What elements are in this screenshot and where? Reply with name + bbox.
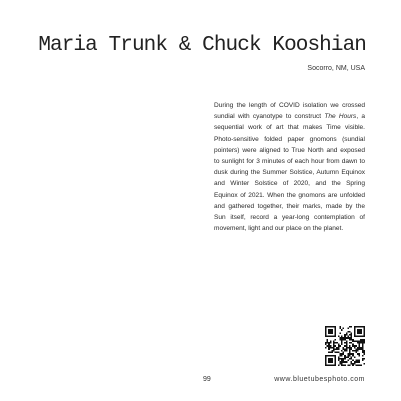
artist-statement [214,100,365,234]
statement-intro: During the length of COVID isolation we crossed sundial with cyanotype to construct [214,102,365,121]
page-title: Maria Trunk & Chuck Kooshian [38,34,366,57]
website-url: www.bluetubesphoto.com [274,376,365,383]
work-title: The Hours [324,113,357,121]
qr-code-icon [325,326,365,366]
page-number: 99 [203,376,211,383]
artist-location: Socorro, NM, USA [307,65,365,72]
statement-rest: , a sequential work of art that makes Time visible. Photo-sensitive folded paper gnomons (sundial pointers) were aligned to True North and exposed to sunlight for 3 minutes of each hour from dawn to dusk during the Summer Solstice, Autumn Equinox and Winter Solstice of 2020, and the Spring Equinox of 2021. When the gnomons are unfolded and gathered together, their marks, made by the Sun itself, record a year-long contemplation of movement, light and our place on the planet. [214,113,365,233]
